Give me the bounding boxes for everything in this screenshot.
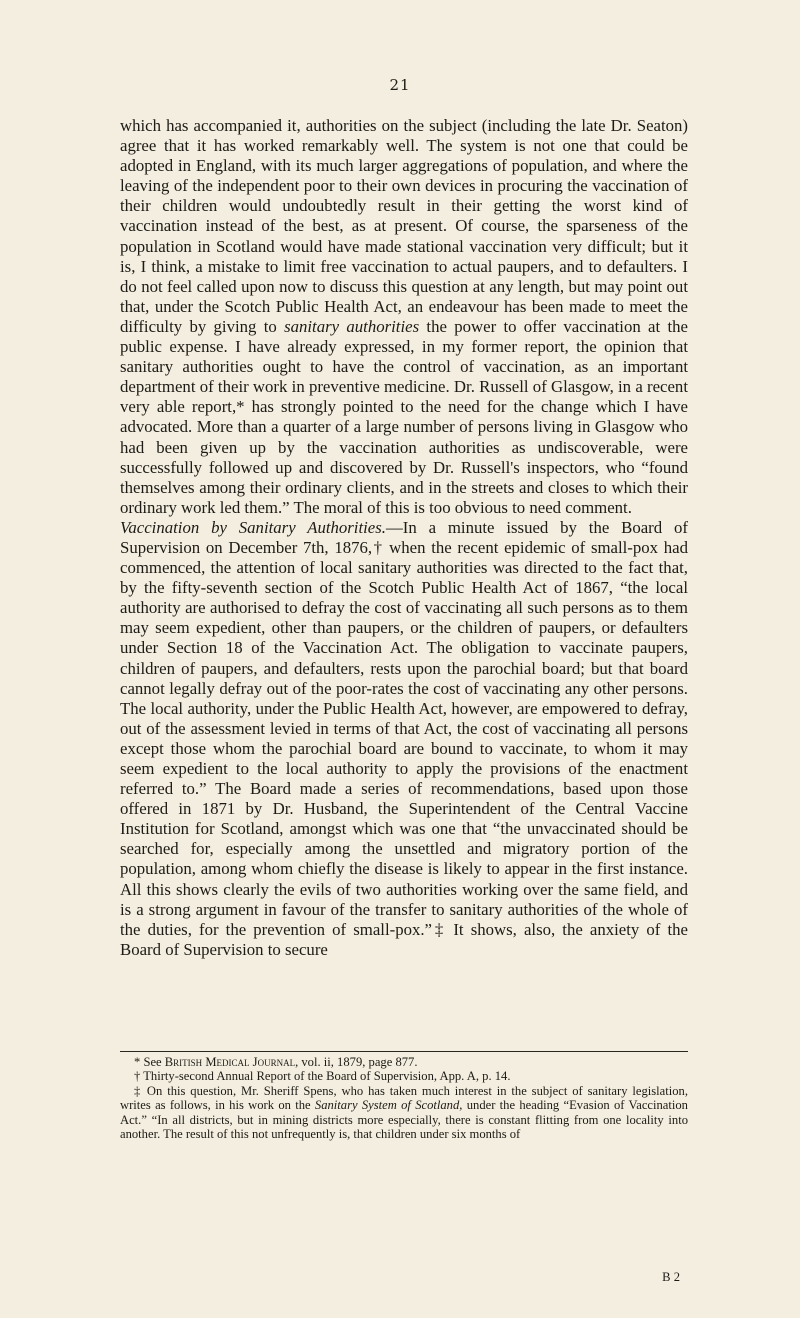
paragraph-2: —In a minute issued by the Board of Supervision on December 7th, 1876,† when the recent epidemic of small-pox had commenced, the attention of local sanitary authorities was directed to the fact that, by the fifty-seventh section of the Scotch Public Health Act of 1867, “the local authority are authorised to defray the cost of vaccinating all such persons as to them may seem expedient, other than paupers, or the children of paupers, or defaulters under Section 18 of the Vaccination Act. The obligation to vaccinate paupers, children of paupers, and defaulters, rests upon the parochial board; but that board cannot legally defray out of the poor-rates the cost of vaccinating any other persons. The local authority, under the Public Health Act, however, are empowered to defray, out of the assessment levied in terms of that Act, the cost of vaccinating all persons except those whom the parochial board are bound to vaccinate, to whom it may seem expedient to the local authority to apply the provisions of the enactment referred to.” The Board made a series of recommendations, based upon those offered in 1871 by Dr. Husband, the Superintendent of the Central Vaccine Institution for Scotland, amongst which was one that “the unvaccinated should be searched for, especially among the unsettled and migratory portion of the population, among whom chiefly the disease is likely to appear in the first instance. All this shows clearly the evils of two authorities working over the same field, and is a strong argument in favour of the transfer to sanitary authorities of the whole of the duties, for the prevention of small-pox.”‡ It shows, also, the anxiety of the Board of Supervision to secure [120,517,688,959]
footnotes [120,1051,688,1141]
footnote-2: † Thirty-second Annual Report of the Board of Supervision, App. A, p. 14. [134,1069,511,1084]
paragraph-1-italic: sanitary authorities [284,316,420,336]
footnote-3-title: Sanitary System of Scotland [314,1098,460,1113]
footnote-1-mark: * See [134,1055,165,1069]
footnote-3-continued: , under the heading “Evasion of Vaccination Act.” “In all districts, but in mining districts more especially, there is constant flitting from one locality into another. The result of this not unfrequently is, that children under six months of [120,1098,688,1142]
page-number: 21 [389,76,411,94]
paragraph-1: which has accompanied it, authorities on the subject (including the late Dr. Seaton) agree that it has worked remarkably well. The system is not one that could be adopted in England, with its much larger aggregations of population, and where the leaving of the independent poor to their own devices in procuring the vaccination of their children would undoubtedly result in their getting the worst kind of vaccination instead of the best, as at present. Of course, the sparseness of the population in Scotland would have made stational vaccination very difficult; but it is, I think, a mistake to limit free vaccination to actual paupers, and to defaulters. I do not feel called upon now to discuss this question at any length, but may point out that, under the Scotch Public Health Act, an endeavour has been made to meet the difficulty by giving to [120,116,688,336]
paragraph-1-continued: the power to offer vaccination at the public expense. I have already expressed, in my former report, the opinion that sanitary authorities ought to have the control of vaccination, as an important department of their work in preventive medicine. Dr. Russell of Glasgow, in a recent very able report,* has strongly pointed to the need for the change which I have advocated. More than a quarter of a large number of persons living in Glasgow who had been given up by the vaccination authorities as undiscoverable, were successfully followed up and discovered by Dr. Russell's inspectors, who “found themselves among their ordinary clients, and in the streets and closes to which their ordinary work led them.” The moral of this is too obvious to need comment. [120,316,688,517]
section-heading: Vaccination by Sanitary Authorities. [120,517,386,537]
footnote-1 [120,1055,688,1069]
footnote-rule [120,1051,688,1052]
signature-mark: B 2 [662,1270,680,1284]
footnote-3 [120,1084,688,1142]
body-text [120,116,688,960]
footnote-1-rest: , vol. ii, 1879, page 877. [295,1055,418,1069]
footnote-1-journal: British Medical Journal [164,1055,296,1069]
footnote-3-text: ‡ On this question, Mr. Sheriff Spens, who has taken much interest in the subject of sanitary legislation, writes as follows, in his work on the [120,1083,688,1113]
